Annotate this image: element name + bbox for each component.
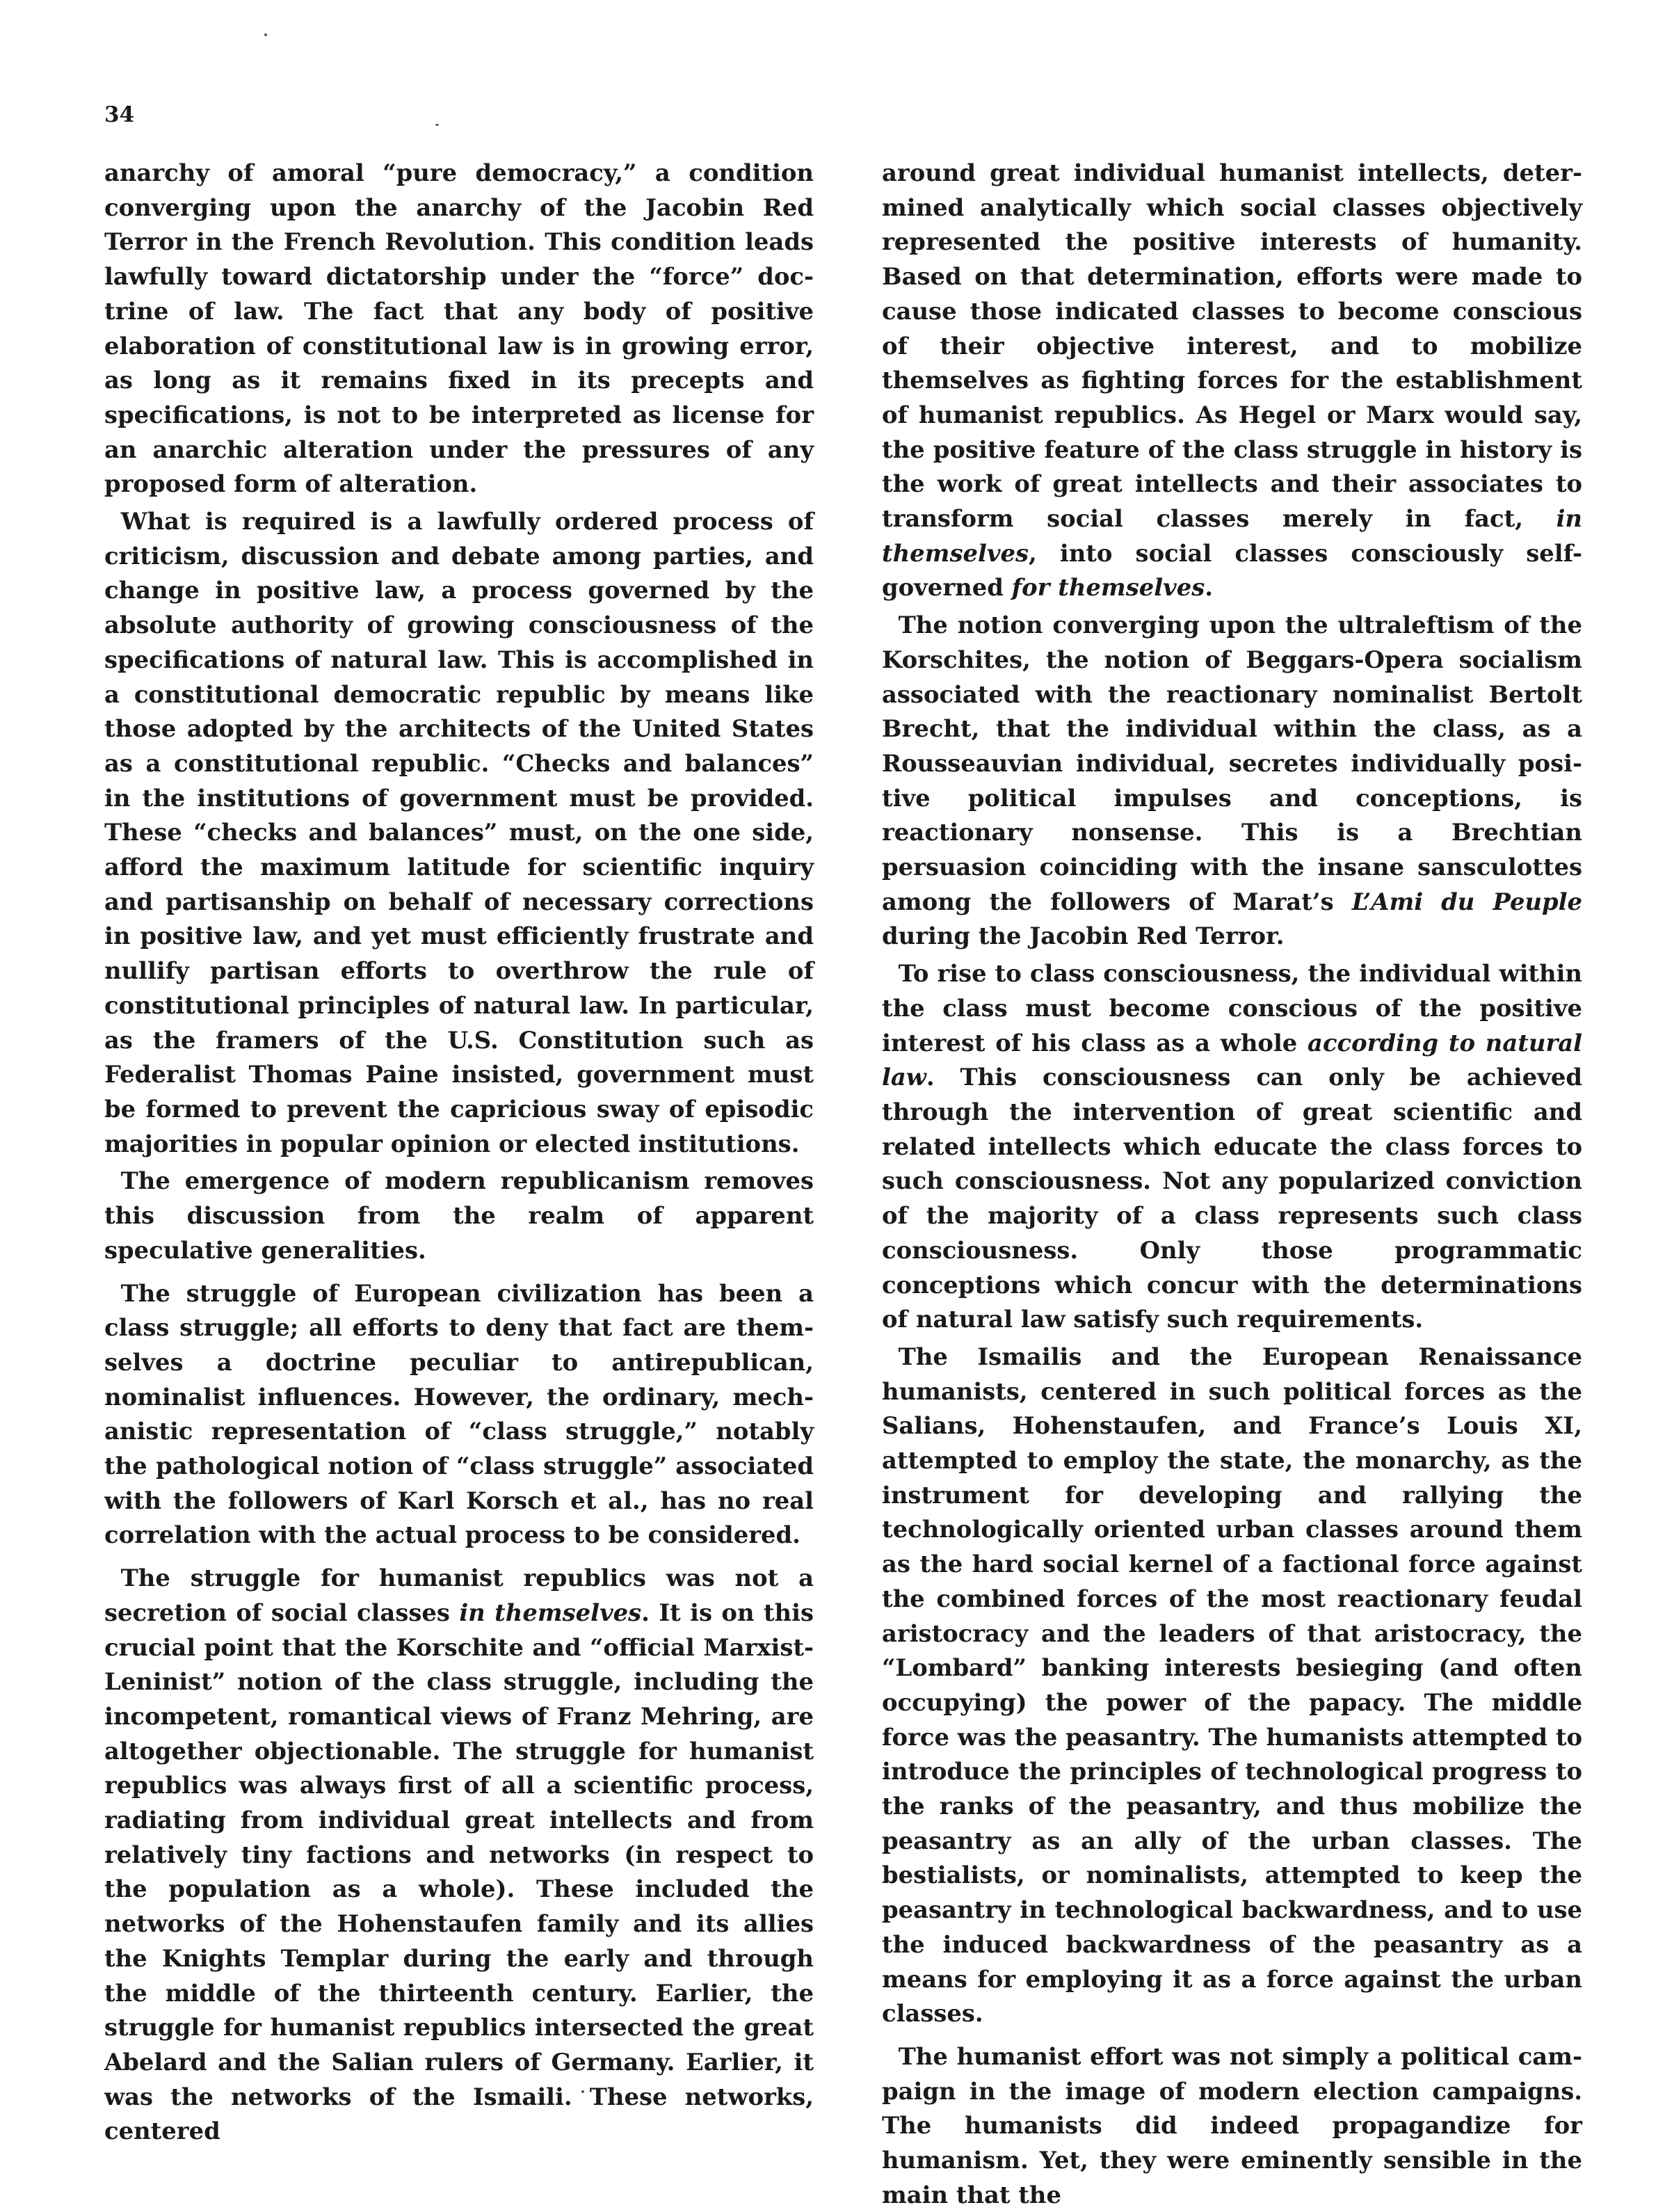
paragraph xyxy=(882,156,1582,605)
text-run: The notion converging upon the ultraleftism of the Korschites, the notion of Beggars-Opera socialism associated with the reactionary nominalist Bertolt Brecht, that the individual within the class, as a Rousseauvian individual, secretes individually positive political impulses and conceptions, is reactionary nonsense. This is a Brechtian persuasion coinciding with the insane sansculottes among the followers of Marat’s xyxy=(882,611,1582,915)
text-run: around great individual humanist intellects, determined analytically which social classes objectively represented the positive interests of humanity. Based on that determination, efforts were made to cause those indicated classes to become conscious of their objective interest, and to mobilize themselves as fighting forces for the establishment of humanist republics. As Hegel or Marx would say, the positive feature of the class struggle in history is the work of great intellects and their associates to transform social classes merely in fact, xyxy=(882,159,1582,533)
paragraph: The emergence of modern republicanism removes this discussion from the realm of apparent speculative generalities. xyxy=(104,1167,814,1264)
text-run: , into social classes consciously self-governed xyxy=(882,538,1582,602)
paragraph: What is required is a lawfully ordered process of criticism, discussion and debate among parties, and change in positive law, a process governed by the absolute authority of growing consciousness of the specifications of natural law. This is accomplished in a constitutional democratic republic by means like those adopted by the architects of the United States as a constitutional republic. “Checks and balances” in the institutions of government must be provided. These “checks and balances” must, on the one side, afford the maximum latitude for scientific inquiry and partisanship on behalf of necessary corrections in positive law, and yet must efficiently frustrate and nullify partisan efforts to overthrow the rule of constitutional principles of natural law. In particular, as the framers of the U.S. Constitution such as Federalist Thomas Paine insisted, government must be formed to prevent the capricious sway of episodic majorities in popular opinion or elected institutions. xyxy=(104,507,814,1157)
paragraph: The humanist effort was not simply a political campaign in the image of modern election campaigns. The humanists did indeed propagandize for humanism. Yet, they were eminently sensible in the main that the xyxy=(882,2042,1582,2209)
page-number: 34 xyxy=(104,102,135,127)
paragraph xyxy=(104,1561,814,2149)
scan-speck xyxy=(435,124,439,126)
text-run: . This consciousness can only be achieved through the intervention of great scientific and related intellects which educate the class forces to such consciousness. Not any popularized conviction of the majority of a class represents such class consciousness. Only those programmatic conceptions which concur with the determinations of natural law satisfy such requirements. xyxy=(882,1063,1582,1333)
paragraph: anarchy of amoral “pure democracy,” a condition converging upon the anarchy of the Jacobin Red Terror in the French Revolution. This condition leads lawfully toward dictatorship under the “force” doctrine of law. The fact that any body of positive elaboration of constitutional law is in growing error, as long as it remains fixed in its precepts and specifications, is not to be interpreted as license for an anarchic alteration under the pressures of any proposed form of alteration. xyxy=(104,159,814,498)
italic-phrase: L’Ami du Peuple xyxy=(1351,887,1582,915)
text-run: To rise to class consciousness, the individual within the class must become conscious of the positive interest of his class as a whole xyxy=(882,959,1582,1057)
text-run: during the Jacobin Red Terror. xyxy=(882,922,1285,950)
paragraph: The Ismailis and the European Renaissance humanists, centered in such political forces as the Salians, Hohenstaufen, and France’s Louis XI, attempted to employ the state, the monarchy, as the instrument for developing and rallying the technologically oriented urban classes around them as the hard social kernel of a factional force against the combined forces of the most reactionary feudal aristocracy and the leaders of that aristocracy, the “Lombard” banking interests besieging (and often occupying) the power of the papacy. The middle force was the peasantry. The humanists attempted to introduce the principles of technological progress to the ranks of the peasantry, and thus mobilize the peasantry as an ally of the urban classes. The bestialists, or nominalists, attempted to keep the peasantry in technological backwardness, and to use the induced backwardness of the peasantry as a means for employing it as a force against the urban classes. xyxy=(882,1342,1582,2028)
italic-phrase: according to natural law xyxy=(882,1028,1582,1091)
left-column xyxy=(104,156,814,2149)
text-run: . It is on this crucial point that the Korschite and “official Marxist-Leninist” notion of the class struggle, including the incompetent, romantical views of Franz Mehring, are altogether objectionable. The struggle for humanist republics was always first of all a scientific process, radiating from individual great intellects and from relatively tiny factions and networks (in respect to the population as a whole). These included the networks of the Hohenstaufen family and its allies the Knights Templar during the early and through the middle of the thirteenth century. Earlier, the struggle for humanist republics intersected the great Abelard and the Salian rulers of Germany. Earlier, it was the networks of the Ismaili. These networks, centered xyxy=(104,1598,814,2145)
text-run: . xyxy=(1205,573,1214,602)
paragraph xyxy=(882,956,1582,1337)
italic-phrase: for themselves xyxy=(1011,573,1205,602)
scan-speck xyxy=(264,33,267,36)
italic-phrase: in themselves xyxy=(459,1598,642,1626)
paragraph: The struggle of European civilization has been a class struggle; all efforts to deny that fact are themselves a doctrine peculiar to antirepublican, nominalist influences. However, the ordinary, mechanistic representation of “class struggle,” notably the pathological notion of “class struggle” associated with the followers of Karl Korsch et al., has no real correlation with the actual process to be considered. xyxy=(104,1279,814,1549)
right-column xyxy=(882,156,1582,2212)
italic-phrase: in themselves xyxy=(882,504,1582,567)
paragraph xyxy=(882,608,1582,954)
text-run: The struggle for humanist republics was not a secretion of social classes xyxy=(104,1564,814,1626)
